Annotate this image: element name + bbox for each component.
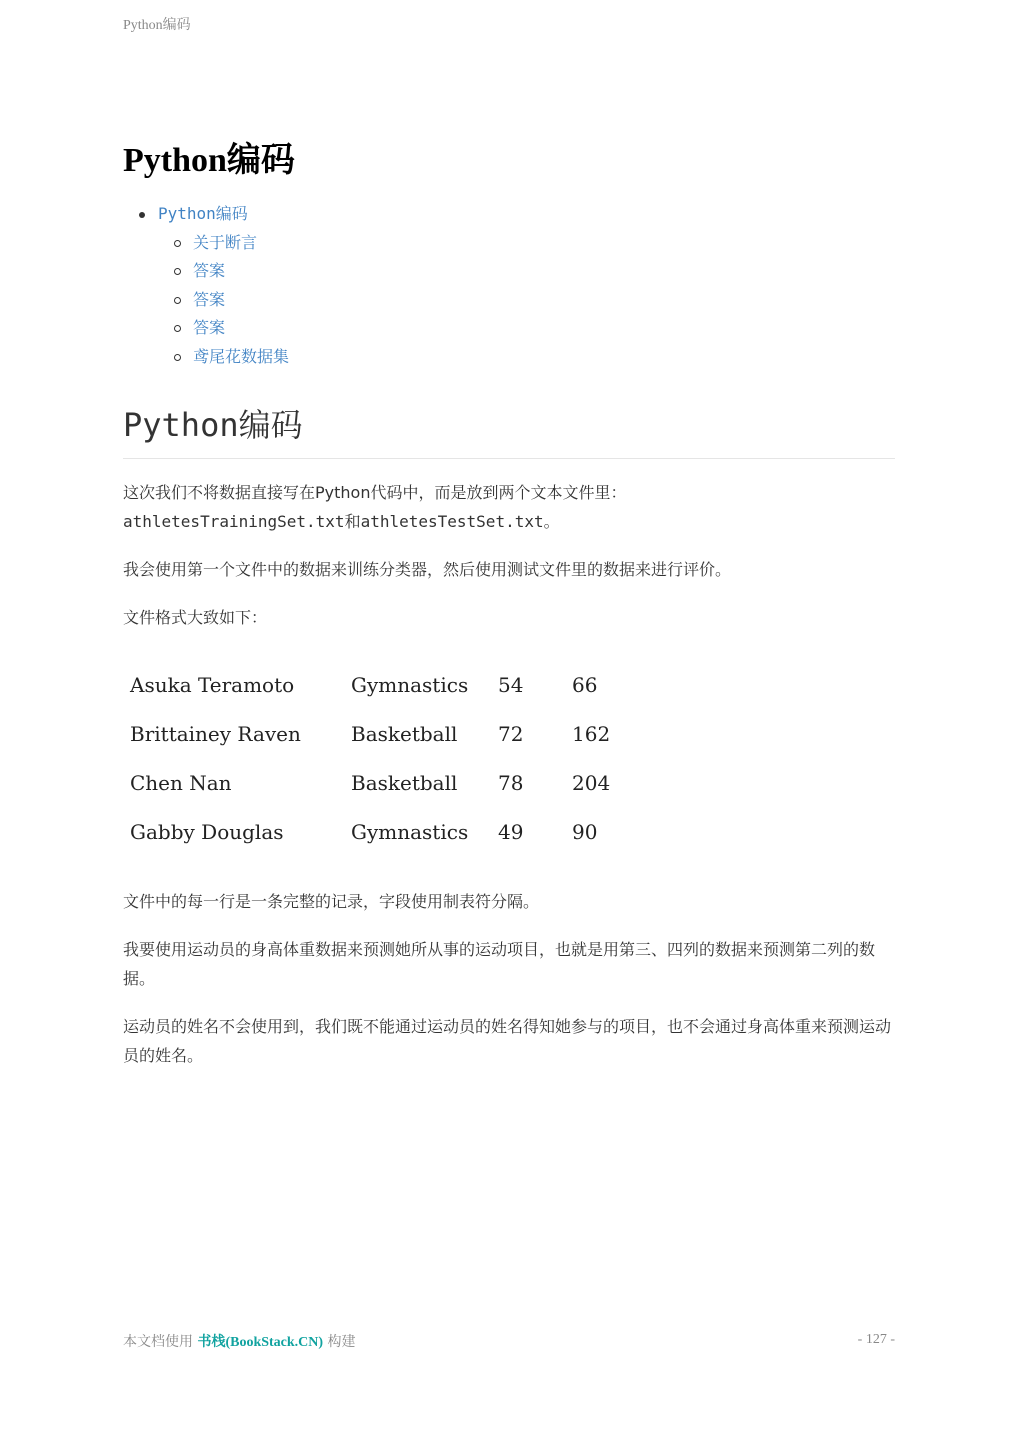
- footer-credit: [123, 1331, 356, 1351]
- athlete-sport: Basketball: [351, 721, 458, 746]
- paragraph-data-files: [123, 478, 895, 536]
- period-text: 。: [543, 512, 560, 531]
- athlete-weight: 90: [572, 819, 598, 844]
- paragraph-format-intro: 文件格式大致如下：: [123, 608, 268, 627]
- filename-training-set: athletesTrainingSet.txt: [123, 512, 345, 531]
- running-head: Python编码: [123, 18, 191, 33]
- page-number: - 127 -: [857, 1332, 895, 1347]
- toc-link-iris-dataset[interactable]: 鸢尾花数据集: [193, 346, 290, 366]
- toc-subitem: [158, 343, 289, 372]
- athlete-weight: 204: [572, 770, 611, 795]
- paragraph-training: 我会使用第一个文件中的数据来训练分类器，然后使用测试文件里的数据来进行评价。: [123, 560, 732, 579]
- athlete-weight: 162: [572, 721, 611, 746]
- table-row: [123, 807, 623, 856]
- toc-subitem: [158, 286, 289, 315]
- footer-prefix: 本文档使用: [123, 1334, 198, 1350]
- table-row: [123, 758, 623, 807]
- toc-item: [123, 200, 289, 371]
- table-row: [123, 660, 623, 709]
- paragraph-record-format: 文件中的每一行是一条完整的记录，字段使用制表符分隔。: [123, 892, 540, 911]
- toc-subitem: [158, 257, 289, 286]
- filename-test-set: athletesTestSet.txt: [360, 512, 544, 531]
- footer-brand-link[interactable]: 书栈(BookStack.CN): [197, 1335, 324, 1350]
- athlete-sport: Gymnastics: [351, 819, 469, 844]
- athlete-height: 49: [498, 819, 524, 844]
- paragraph-prediction-goal: 我要使用运动员的身高体重数据来预测她所从事的运动项目，也就是用第三、四列的数据来预测第二列的数据。: [123, 940, 876, 988]
- conjunction-text: 和: [344, 512, 361, 531]
- athlete-height: 54: [498, 672, 524, 697]
- athlete-name: Asuka Teramoto: [130, 672, 295, 697]
- athlete-name: Gabby Douglas: [130, 819, 284, 844]
- athlete-name: Chen Nan: [130, 770, 232, 795]
- table-row: [123, 709, 623, 758]
- toc-link-answer-2[interactable]: 答案: [193, 289, 226, 309]
- toc-link-assertions[interactable]: 关于断言: [193, 232, 258, 252]
- toc-link-answer-1[interactable]: 答案: [193, 261, 226, 280]
- athlete-sport: Gymnastics: [351, 672, 469, 697]
- toc-subitem: [158, 314, 289, 343]
- table-of-contents: [123, 200, 289, 371]
- paragraph-name-unused: 运动员的姓名不会使用到，我们既不能通过运动员的姓名得知她参与的项目，也不会通过身高体重来预测运动员的姓名。: [123, 1017, 892, 1065]
- athlete-data-table: [123, 660, 623, 856]
- athlete-weight: 66: [572, 672, 598, 697]
- toc-link-answer-3[interactable]: 答案: [193, 318, 226, 337]
- athlete-height: 78: [498, 770, 524, 795]
- athlete-sport: Basketball: [351, 770, 458, 795]
- toc-subitem: [158, 229, 289, 258]
- athlete-name: Brittainey Raven: [130, 721, 301, 746]
- athlete-height: 72: [498, 721, 524, 746]
- section-heading: Python编码: [123, 402, 895, 459]
- toc-link-python[interactable]: Python编码: [158, 204, 248, 223]
- document-title: Python编码: [123, 142, 295, 179]
- footer-suffix: 构建: [323, 1334, 356, 1350]
- toc-sublist: [158, 229, 289, 372]
- paragraph-text: 这次我们不将数据直接写在Python代码中，而是放到两个文本文件里：: [123, 483, 627, 502]
